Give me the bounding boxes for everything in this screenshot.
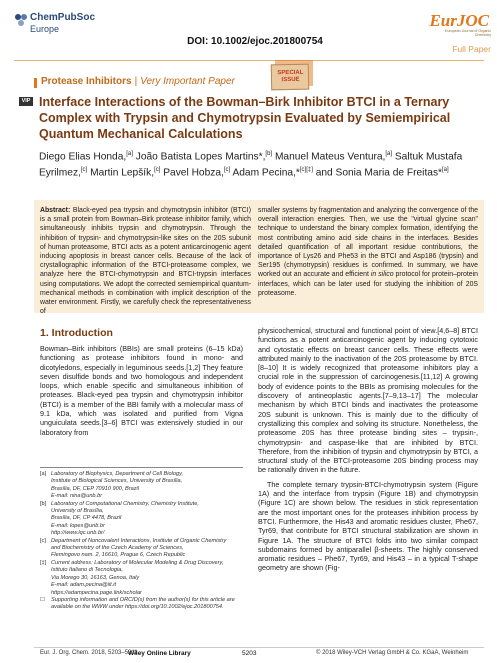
author-affiliation: [c]	[154, 166, 161, 173]
author-affiliation: [a]	[442, 166, 449, 173]
author-affiliation: [b]	[265, 151, 273, 157]
abstract-right	[258, 206, 478, 298]
author: Adam Pecina,*	[232, 167, 300, 179]
publisher-name: ChemPubSoc	[30, 12, 96, 23]
affiliation-c	[40, 538, 245, 560]
author: Saltuk Mustafa Eyrilmez,	[39, 151, 463, 179]
footer-divider	[34, 647, 484, 648]
footer-citation: Eur. J. Org. Chem. 2018, 5203–5211	[40, 650, 138, 656]
author-affiliation: [a]	[126, 151, 133, 157]
section-label: Protease Inhibitors	[41, 76, 132, 87]
abstract-text-right-end: protocol for protein–protein interfaces, which can be later used for studying the inhibition of 20S proteasome.	[258, 271, 478, 297]
affiliation-line: Via Morego 30, 16163, Genoa, Italy	[51, 574, 140, 581]
chempubsoc-logo-icon	[14, 13, 28, 27]
intro-text-right	[258, 326, 478, 573]
affiliation-current	[40, 560, 245, 597]
author-affiliation: [c]	[80, 166, 88, 173]
author: João Batista Lopes Martins*,	[135, 151, 266, 163]
author: Pavel Hobza,	[163, 167, 224, 179]
affiliation-line: Institute of Biological Sciences, University of Brasília,	[51, 478, 183, 485]
affiliation-line: Current address: Laboratory of Molecular Modeling & Drug Discovery,	[51, 559, 224, 566]
affiliation-url[interactable]: http://www.lqc.unb.br/	[51, 530, 105, 537]
supporting-info-line: Supporting information and ORCID(s) from the author(s) for this article are	[51, 596, 235, 603]
affiliation-line: Brasília, DF, CEP 70910 900, Brazil	[51, 485, 139, 492]
supporting-info-icon: ☐	[40, 596, 46, 603]
journal-logo	[415, 7, 497, 55]
author-affiliation: [c]	[223, 166, 231, 173]
affiliation-line: Laboratory of Biophysics, Department of Cell Biology,	[51, 471, 184, 477]
affiliation-line: Flemingovo nam. 2, 16610, Prague 6, Czech Republic	[51, 552, 186, 559]
affiliation-key: [b]	[40, 500, 47, 507]
abstract-text-right: smaller systems by fragmentation and analyzing the convergence of the overall interaction energies. Then, we use the "virtual glycine scan" technique to understand the binary complex formation, identifying the most contributing amino acid side chains in the interfaces. Besides detailed quantification of all important residue contributions, the importance of Lys26 and Phe53 in the BTCI and Asp186 (trypsin) and Ser195 (chymotrypsin) residues is confirmed. In summary, we have worked out an accurate and efficient	[258, 207, 478, 279]
affiliation-line: Laboratory of Computational Chemistry, Chemistry Institute,	[51, 500, 199, 507]
affiliation-url[interactable]: https://adampecina.page.link/scholar	[51, 589, 142, 596]
abstract-text-left: Black-eyed pea trypsin and chymotrypsin inhibitor (BTCI) is a small protein from Bowman–Birk protease inhibitor family, which simultaneously inhibits trypsin and chymotrypsin. Through the inhibition of trypsin- and chymotrypsin-like sites on the 20S subunit of human proteasome, BTCI acts as a potent anticarcinogenic agent inducing apoptosis in breast cancer cells. Because of the lack of crystallographic information of the BTCI-proteasome complex, we analyze here the BTCI-chymotrypsin and BTCI-trypsin interfaces using computations. We adopt the corrected semiempirical quantum-mechanical methods in combination with implicit description of the water environment. Firstly, we carefully check the representativeness of	[40, 207, 251, 316]
special-issue-text: SPECIAL ISSUE	[277, 69, 304, 84]
section-line	[41, 76, 235, 87]
affiliation-a	[40, 471, 245, 501]
supporting-info	[40, 597, 245, 612]
author: and Sonia Maria de Freitas*	[315, 167, 442, 179]
author: Manuel Mateus Ventura,	[274, 151, 386, 163]
page-number: 5203	[242, 650, 257, 657]
section-heading-introduction: 1. Introduction	[40, 327, 113, 339]
author-affiliation: [a]	[385, 151, 393, 157]
affiliation-key: [a]	[40, 471, 47, 477]
publisher-logo	[14, 11, 134, 45]
section-marker	[34, 78, 37, 88]
affiliation-b	[40, 501, 245, 538]
publisher-sub: Europe	[30, 24, 60, 34]
affiliation-line: Istituto Italiano di Tecnologia,	[51, 567, 123, 574]
full-paper-label: Full Paper	[452, 44, 491, 54]
intro-paragraph: physicochemical, structural and functional point of view.[4,6–8] BTCI functions as a potent anticarcinogenic agent by inducing cytotoxic and cytostatic effects on breast cancer cells. These effects were attributed mainly to the inactivation of the 20S proteasome by BTCI.[8–10] It is widely recognized that proteasome inhibitors play a crucial role in the suppression of carcinogenesis.[11,12] A growing body of evidence points to the BBIs as promising molecules for the discovery of antineoplastic agents.[7–9,13–17] The molecular mechanism by which BTCI binds and inactivates the proteasome 20S subunit is unknown. This is mainly due to the difficulty of crystallizing this complex and solving its structure. Nonetheless, the proteasome 20S has three protease binding sites – trypsin-, chymotrypsin- and caspase-like that are inhibited by BTCI. Therefore, from the inhibition of trypsin and chymotrypsin by BTCI, a structural study of the BTCI-proteasome 20S binding process may be rationally driven in the future.	[258, 326, 478, 475]
abstract-text-italic: in silico	[370, 271, 394, 279]
affiliation-email[interactable]: E-mail: nina@unb.br	[51, 493, 103, 500]
affiliation-email[interactable]: E-mail: adam.pecina@iit.it	[51, 582, 117, 589]
intro-paragraph: The complete ternary trypsin-BTCI-chymotrypsin system (Figure 1A) and the interface from trypsin (Figure 1B) and chymotrypsin (Figure 1C) are shown below. The residues in stick representation are the most important ones for the proteases inhibition process by BTCI. Furthermore, the His43 and aromatic residues cluster, Phe67, Tyr69, that contribute for BTCI structural stabilization are shown in Figure 1A. The structure of BTCI folds into two similar compact subdomains formed by antiparallel β-sheets. The highly conserved aromatic residues – Phe67, Tyr69, and His43 – in a typical T-shape geometry are shown (Fig-	[258, 479, 478, 573]
special-issue-badge	[271, 64, 309, 91]
author: Diego Elias Honda,	[39, 151, 127, 163]
journal-fullname: European Journal of Organic Chemistry	[445, 29, 491, 37]
abstract-left	[40, 206, 251, 316]
author-affiliation: [c][‡]	[299, 166, 313, 173]
section-separator: |	[134, 76, 138, 87]
intro-text-left: Bowman–Birk inhibitors (BBIs) are small proteins (6–15 kDa) functioning as protease inhibitors found in mono- and dicotyledons, especially in leguminous seeds.[1,2] They feature seven disulfide bonds and two homologous and independent loops, which enable specific and simultaneous inhibition of proteases. Black-eyed pea trypsin and chymotrypsin inhibitor (BTCI) is a member of the BBI family with a molecular mass of 9.1 kDa, which was isolated and purified from Vigna unguiculata seeds.[3–6] BTCI was extensively studied in our laboratory from	[40, 344, 243, 437]
affiliation-key: [‡]	[40, 559, 47, 566]
affiliation-line: Department of Noncovalent Interactions, Institute of Organic Chemistry	[51, 537, 227, 544]
affiliation-email[interactable]: E-mail: lopes@unb.br	[51, 522, 105, 529]
section-category: Very Important Paper	[140, 76, 235, 87]
abstract-label: Abstract:	[40, 207, 71, 214]
article-title: Interface Interactions of the Bowman–Birk Inhibitor BTCI in a Ternary Complex with Trypsin and Chymotrypsin Evaluated by Semiempirical Quantum Mechanical Calculations	[39, 95, 451, 141]
affiliation-key: [c]	[40, 537, 46, 544]
vip-badge: VIP	[19, 97, 33, 106]
author-list	[39, 148, 479, 180]
footnote-divider	[40, 467, 243, 468]
affiliation-line: Brasília, DF, CP 4478, Brazil	[51, 515, 122, 522]
header-divider	[14, 60, 484, 61]
affiliation-line: University of Brasília,	[51, 508, 104, 515]
doi[interactable]: DOI: 10.1002/ejoc.201800754	[187, 36, 323, 47]
author: Martin Lepšík,	[90, 167, 155, 179]
wiley-online-library-link[interactable]: Wiley Online Library	[128, 650, 191, 657]
journal-logo-text: EurJOC	[429, 11, 489, 30]
supporting-info-link[interactable]: available on the WWW under https://doi.org/10.1002/ejoc.201800754.	[51, 604, 224, 611]
footer-copyright: © 2018 Wiley-VCH Verlag GmbH & Co. KGaA, Weinheim	[316, 650, 469, 656]
affiliations	[40, 471, 245, 612]
affiliation-line: and Biochemistry of the Czech Academy of Sciences,	[51, 545, 184, 552]
